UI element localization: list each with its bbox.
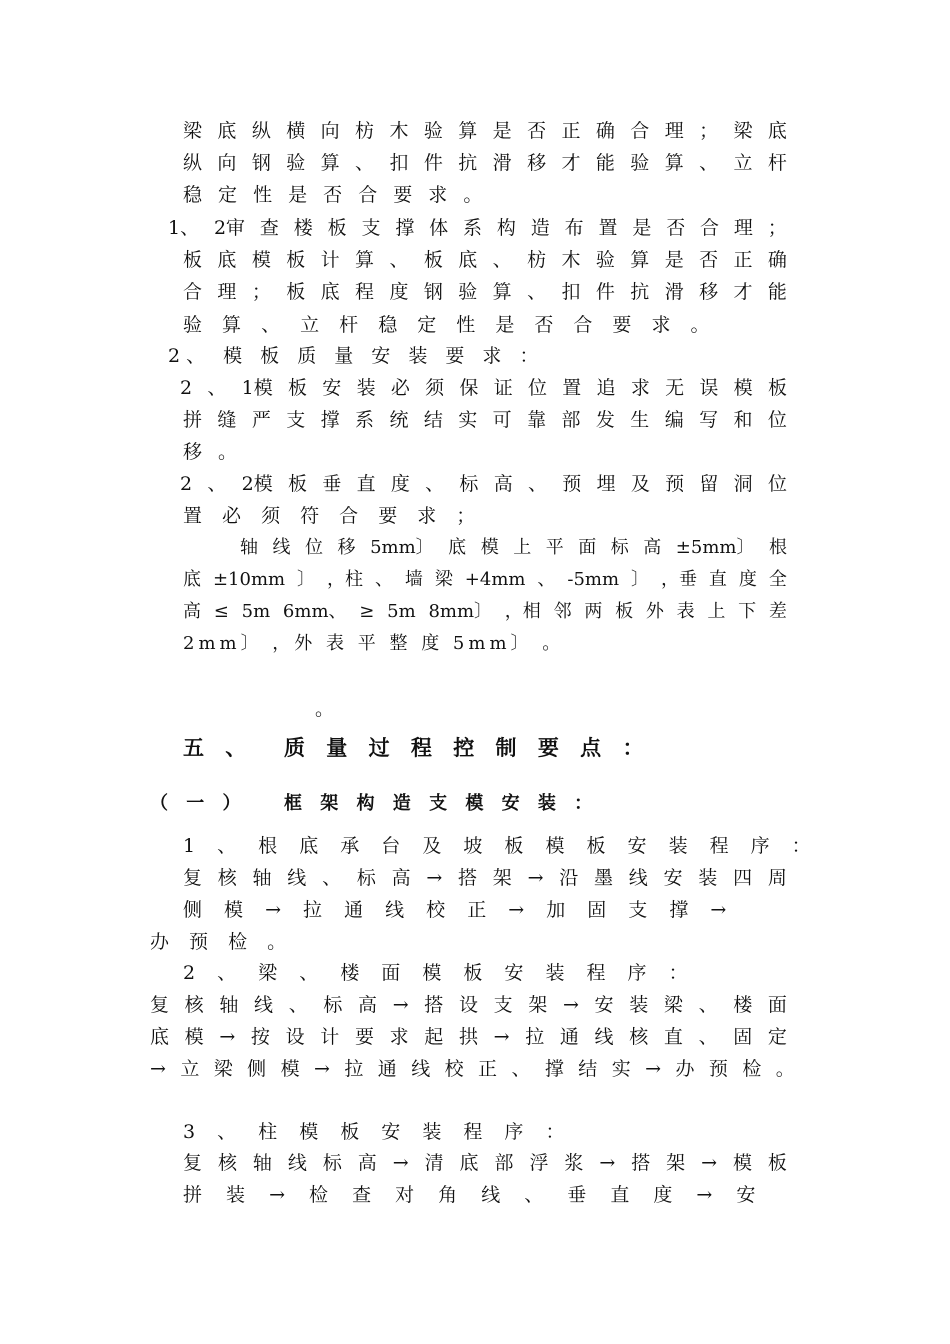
procedure-heading: 1 、 根 底 承 台 及 坡 板 模 板 安 装 程 序 ： <box>183 835 819 857</box>
text-line: 办 预 检 。 <box>150 931 294 953</box>
text-line: 合 理 ； 板 底 程 度 钢 验 算 、 扣 件 抗 滑 移 才 能 <box>183 281 787 303</box>
procedure-heading: 2 、 梁 、 楼 面 模 板 安 装 程 序 ： <box>183 962 696 984</box>
text-line: 2mm〕 ，外 表 平 整 度 5mm〕 。 <box>183 633 565 654</box>
text-line: 复 核 轴 线 、 标 高 → 搭 架 → 沿 墨 线 安 装 四 周 <box>183 867 787 889</box>
text-line: 复 核 轴 线 标 高 → 清 底 部 浮 浆 → 搭 架 → 模 板 <box>183 1152 787 1174</box>
text-line: 2 、 2模 板 垂 直 度 、 标 高 、 预 埋 及 预 留 洞 位 <box>180 473 787 495</box>
text-line: → 立 梁 侧 模 → 拉 通 线 校 正 、 撑 结 实 → 办 预 检 。 <box>150 1058 795 1080</box>
item-heading: 2、 模 板 质 量 安 装 要 求 ： <box>168 345 545 367</box>
section-title: 质 量 过 程 控 制 要 点 ： <box>284 736 651 760</box>
text-line: 2 、 1模 板 安 装 必 须 保 证 位 置 追 求 无 误 模 板 <box>180 377 787 399</box>
text-line: 复 核 轴 线 、 标 高 → 搭 设 支 架 → 安 装 梁 、 楼 面 <box>150 994 787 1016</box>
text-line: 侧 模 → 拉 通 线 校 正 → 加 固 支 撑 → <box>183 899 735 921</box>
text-line: 底 模 → 按 设 计 要 求 起 拱 → 拉 通 线 核 直 、 固 定 <box>150 1026 787 1048</box>
text-line: 底 ±10mm 〕 ，柱 、 墙 梁 +4mm 、 -5mm 〕 ，垂 直 度 全 <box>183 569 787 590</box>
stray-dot: 。 <box>315 698 335 720</box>
subsection-number: （ 一 ） <box>150 793 247 814</box>
section-number: 五 、 <box>183 736 254 760</box>
text-line: 拼 装 → 检 查 对 角 线 、 垂 直 度 → 安 <box>183 1184 765 1206</box>
text-line: 稳 定 性 是 否 合 要 求 。 <box>183 184 488 206</box>
text-line: 移 。 <box>183 441 243 463</box>
item-heading: 1、 2审 查 楼 板 支 撑 体 系 构 造 布 置 是 否 合 理 ； <box>168 217 787 239</box>
text-line: 置 必 须 符 合 要 求 ； <box>183 505 483 527</box>
text-line: 板 底 模 板 计 算 、 板 底 、 枋 木 验 算 是 否 正 确 <box>183 249 787 271</box>
text-line: 梁 底 纵 横 向 枋 木 验 算 是 否 正 确 合 理 ； 梁 底 <box>183 120 787 142</box>
subsection-title: 框 架 构 造 支 模 安 装 ： <box>284 793 599 814</box>
text-line: 验 算 、 立 杆 稳 定 性 是 否 合 要 求 。 <box>183 314 717 336</box>
procedure-heading: 3 、 柱 模 板 安 装 程 序 ： <box>183 1121 573 1143</box>
text-line: 轴 线 位 移 5mm〕 底 模 上 平 面 标 高 ±5mm〕 根 <box>240 537 787 558</box>
text-line: 纵 向 钢 验 算 、 扣 件 抗 滑 移 才 能 验 算 、 立 杆 <box>183 152 787 174</box>
text-line: 拼 缝 严 支 撑 系 统 结 实 可 靠 部 发 生 编 写 和 位 <box>183 409 787 431</box>
text-line: 高 ≤ 5m 6mm、 ≥ 5m 8mm〕 ，相 邻 两 板 外 表 上 下 差 <box>183 601 787 622</box>
